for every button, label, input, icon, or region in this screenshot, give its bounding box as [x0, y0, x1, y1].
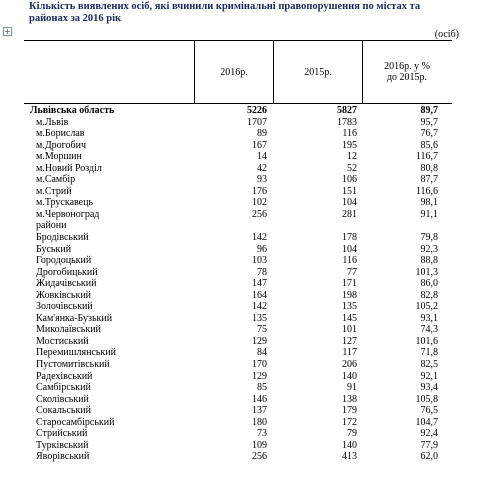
- value-2016: 93: [257, 174, 267, 186]
- region-value-2015: 5827: [337, 105, 357, 116]
- header-percent: 2016р. у % до 2015р.: [362, 41, 451, 103]
- row-name: Перемишлянський: [36, 347, 116, 359]
- percent: 62,0: [420, 451, 438, 463]
- value-2015: 171: [342, 278, 357, 290]
- percent: 92,4: [420, 428, 438, 440]
- percent: 116,7: [415, 151, 438, 163]
- table-row: [24, 394, 452, 406]
- value-2015: 12: [347, 151, 357, 163]
- value-2015: 281: [342, 208, 357, 220]
- percent: 101,3: [415, 266, 438, 278]
- table-row: [24, 324, 452, 336]
- value-2016: 75: [257, 324, 267, 336]
- value-2016: 102: [252, 197, 267, 209]
- value-2016: 129: [252, 335, 267, 347]
- row-name: Жидачівський: [36, 278, 97, 290]
- row-name: м.Новий Розділ: [36, 162, 102, 174]
- percent: 105,8: [415, 393, 438, 405]
- value-2015: 172: [342, 416, 357, 428]
- value-2016: 96: [257, 243, 267, 255]
- row-name: Радехівський: [36, 370, 93, 382]
- percent: 76,7: [420, 128, 438, 140]
- value-2016: 146: [252, 393, 267, 405]
- table-row: [24, 163, 452, 175]
- table-row: [24, 209, 452, 221]
- percent: 105,2: [415, 301, 438, 313]
- table-row: [24, 174, 452, 186]
- table-row: [24, 405, 452, 417]
- row-name: Буський: [36, 243, 72, 255]
- row-name: Стрийський: [36, 428, 88, 440]
- table-body: [24, 105, 452, 463]
- row-name: м.Львів: [36, 116, 69, 128]
- percent: 92,3: [420, 243, 438, 255]
- table-row: [24, 151, 452, 163]
- value-2016: 109: [252, 439, 267, 451]
- percent: 85,6: [420, 139, 438, 151]
- table-row: [24, 255, 452, 267]
- value-2015: 116: [342, 255, 357, 267]
- value-2015: 151: [342, 185, 357, 197]
- row-name: Старосамбірський: [36, 416, 115, 428]
- value-2016: 14: [257, 151, 267, 163]
- value-2016: 135: [252, 312, 267, 324]
- table-row: [24, 186, 452, 198]
- cities-list: [24, 117, 452, 221]
- table-row: [24, 359, 452, 371]
- percent: 82,5: [420, 359, 438, 371]
- value-2016: 1707: [247, 116, 267, 128]
- percent: 92,1: [420, 370, 438, 382]
- percent: 91,1: [420, 208, 438, 220]
- row-name: Турківський: [36, 439, 89, 451]
- value-2016: 42: [257, 162, 267, 174]
- table-row: [24, 290, 452, 302]
- value-2016: 164: [252, 289, 267, 301]
- row-name: Дрогобицький: [36, 266, 98, 278]
- value-2015: 117: [342, 347, 357, 359]
- value-2016: 85: [257, 382, 267, 394]
- percent: 87,7: [420, 174, 438, 186]
- percent: 80,8: [420, 162, 438, 174]
- value-2016: 180: [252, 416, 267, 428]
- value-2015: 140: [342, 370, 357, 382]
- districts-subheading: райони: [36, 220, 67, 232]
- value-2015: 116: [342, 128, 357, 140]
- percent: 98,1: [420, 197, 438, 209]
- header-2015: 2015р.: [273, 41, 362, 103]
- percent: 86,0: [420, 278, 438, 290]
- value-2016: 73: [257, 428, 267, 440]
- row-name: Пустомитівський: [36, 359, 110, 371]
- percent: 104,7: [415, 416, 438, 428]
- percent: 77,9: [420, 439, 438, 451]
- table-row: [24, 140, 452, 152]
- row-name: Золочівський: [36, 301, 93, 313]
- percent: 93,1: [420, 312, 438, 324]
- row-name: Самбірський: [36, 382, 91, 394]
- table-row: [24, 278, 452, 290]
- percent: 76,5: [420, 405, 438, 417]
- table-row: [24, 417, 452, 429]
- value-2016: 78: [257, 266, 267, 278]
- page-title: Кількість виявлених осіб, які вчинили кримінальні правопорушення по містах та районах за 2016 рік: [29, 1, 421, 24]
- region-value-2016: 5226: [247, 105, 267, 116]
- row-name: Кам'янка-Бузький: [36, 312, 113, 324]
- value-2015: 413: [342, 451, 357, 463]
- percent: 101,6: [415, 335, 438, 347]
- table-row: [24, 440, 452, 452]
- row-name: Мостиський: [36, 335, 89, 347]
- row-name: Жовківський: [36, 289, 92, 301]
- value-2015: 145: [342, 312, 357, 324]
- table-row: [24, 336, 452, 348]
- value-2015: 106: [342, 174, 357, 186]
- row-name: Яворівський: [36, 451, 90, 463]
- row-name: Миколаївський: [36, 324, 101, 336]
- value-2016: 170: [252, 359, 267, 371]
- row-name: Городоцький: [36, 255, 92, 267]
- value-2016: 142: [252, 301, 267, 313]
- table-row: [24, 244, 452, 256]
- value-2016: 103: [252, 255, 267, 267]
- header-2016: 2016р.: [194, 41, 273, 103]
- row-name: Сокальський: [36, 405, 92, 417]
- value-2016: 137: [252, 405, 267, 417]
- value-2016: 89: [257, 128, 267, 140]
- row-name: м.Моршин: [36, 151, 82, 163]
- row-name: Сколівський: [36, 393, 89, 405]
- value-2016: 167: [252, 139, 267, 151]
- table-row: [24, 313, 452, 325]
- table-row: [24, 232, 452, 244]
- row-name: Бродівський: [36, 232, 89, 244]
- value-2015: 138: [342, 393, 357, 405]
- row-name: м.Борислав: [36, 128, 85, 140]
- percent: 74,3: [420, 324, 438, 336]
- value-2015: 104: [342, 197, 357, 209]
- value-2015: 52: [347, 162, 357, 174]
- table-row: [24, 451, 452, 463]
- percent: 82,8: [420, 289, 438, 301]
- percent: 95,7: [420, 116, 438, 128]
- value-2016: 84: [257, 347, 267, 359]
- unit-label: (осіб): [434, 29, 459, 40]
- row-name: м.Стрий: [36, 185, 72, 197]
- table-row: [24, 301, 452, 313]
- value-2015: 198: [342, 289, 357, 301]
- value-2015: 178: [342, 232, 357, 244]
- value-2016: 176: [252, 185, 267, 197]
- table-move-handle-icon[interactable]: +: [4, 27, 11, 36]
- value-2015: 127: [342, 335, 357, 347]
- table-header: [24, 40, 452, 104]
- value-2015: 101: [342, 324, 357, 336]
- table-row: [24, 117, 452, 129]
- table-row: [24, 267, 452, 279]
- value-2015: 104: [342, 243, 357, 255]
- table-row: [24, 382, 452, 394]
- table-row: [24, 371, 452, 383]
- value-2016: 129: [252, 370, 267, 382]
- value-2015: 140: [342, 439, 357, 451]
- percent: 71,8: [420, 347, 438, 359]
- table-row: [24, 428, 452, 440]
- value-2015: 206: [342, 359, 357, 371]
- row-name: м.Червоноград: [36, 208, 100, 220]
- region-percent: 89,7: [420, 105, 438, 116]
- value-2015: 79: [347, 428, 357, 440]
- percent: 116,6: [415, 185, 438, 197]
- table-row: [24, 128, 452, 140]
- region-name: Львівська область: [30, 105, 115, 116]
- value-2016: 256: [252, 208, 267, 220]
- percent: 88,8: [420, 255, 438, 267]
- row-name: м.Дрогобич: [36, 139, 86, 151]
- percent: 93,4: [420, 382, 438, 394]
- row-name: м.Самбір: [36, 174, 76, 186]
- row-name: м.Трускавець: [36, 197, 94, 209]
- districts-list: [24, 232, 452, 463]
- table-row: [24, 197, 452, 209]
- value-2015: 1783: [337, 116, 357, 128]
- value-2016: 147: [252, 278, 267, 290]
- value-2016: 256: [252, 451, 267, 463]
- value-2015: 179: [342, 405, 357, 417]
- value-2015: 195: [342, 139, 357, 151]
- region-total-row: [24, 105, 452, 117]
- percent: 79,8: [420, 232, 438, 244]
- value-2015: 91: [347, 382, 357, 394]
- table-row: [24, 347, 452, 359]
- value-2016: 142: [252, 232, 267, 244]
- value-2015: 135: [342, 301, 357, 313]
- value-2015: 77: [347, 266, 357, 278]
